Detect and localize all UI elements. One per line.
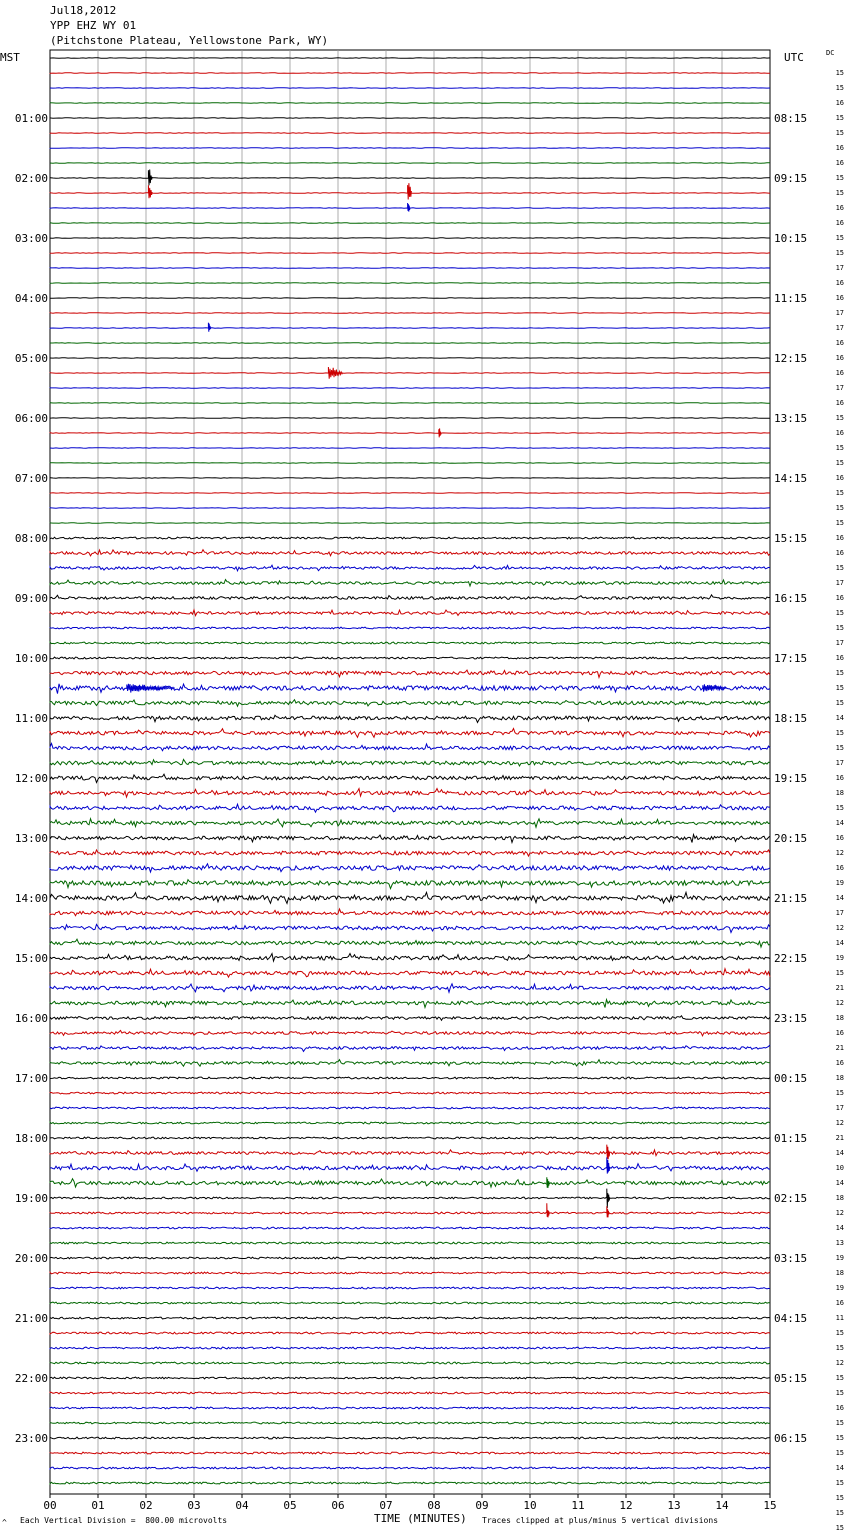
- seismic-trace: [50, 403, 770, 404]
- seismic-trace: [50, 238, 770, 239]
- mst-hour-label: 06:00: [14, 412, 48, 425]
- mst-hour-label: 02:00: [14, 172, 48, 185]
- seismic-trace: [50, 418, 770, 419]
- dc-offset-value: 17: [835, 1104, 844, 1112]
- mst-hour-label: 07:00: [14, 472, 48, 485]
- seismic-trace: [50, 819, 770, 828]
- dc-offset-value: 16: [835, 594, 844, 602]
- utc-hour-label: 22:15: [774, 952, 808, 965]
- seismic-event: [208, 323, 210, 332]
- seismic-trace: [50, 1227, 770, 1229]
- seismic-trace: [50, 463, 770, 464]
- dc-offset-value: 12: [835, 999, 844, 1007]
- dc-offset-value: 16: [835, 1059, 844, 1067]
- x-tick-label: 11: [571, 1499, 585, 1512]
- x-tick-label: 13: [667, 1499, 681, 1512]
- x-tick-label: 07: [379, 1499, 393, 1512]
- utc-hour-label: 13:15: [774, 412, 808, 425]
- seismic-trace: [50, 715, 770, 722]
- seismic-trace: [50, 1332, 770, 1334]
- x-tick-label: 05: [283, 1499, 297, 1512]
- dc-offset-value: 15: [835, 1329, 844, 1337]
- seismic-trace: [50, 1347, 770, 1349]
- seismic-event: [547, 1203, 549, 1217]
- seismic-event: [607, 1206, 609, 1217]
- dc-offset-value: 17: [835, 264, 844, 272]
- seismic-trace: [50, 1452, 770, 1454]
- seismic-trace: [50, 268, 770, 269]
- dc-offset-value: 15: [835, 969, 844, 977]
- dc-offset-value: 15: [835, 1089, 844, 1097]
- x-tick-label: 01: [91, 1499, 105, 1512]
- dc-offset-value: 17: [835, 909, 844, 917]
- dc-offset-value: 16: [835, 144, 844, 152]
- x-tick-label: 09: [475, 1499, 489, 1512]
- seismic-trace: [50, 343, 770, 344]
- seismic-trace: [50, 328, 770, 329]
- dc-offset-value: 21: [835, 1044, 844, 1052]
- seismic-trace: [50, 789, 770, 798]
- seismic-trace: [50, 744, 770, 751]
- seismic-trace: [50, 1016, 770, 1021]
- dc-offset-value: 16: [835, 399, 844, 407]
- seismic-trace: [50, 804, 770, 812]
- x-tick-label: 02: [139, 1499, 153, 1512]
- seismic-trace: [50, 1377, 770, 1379]
- mst-hour-label: 16:00: [14, 1012, 48, 1025]
- seismic-trace: [50, 493, 770, 494]
- dc-offset-value: 15: [835, 234, 844, 242]
- seismic-trace: [50, 984, 770, 993]
- dc-offset-value: 15: [835, 699, 844, 707]
- seismic-trace: [50, 729, 770, 738]
- seismic-trace: [50, 88, 770, 89]
- utc-hour-label: 01:15: [774, 1132, 808, 1145]
- utc-hour-label: 23:15: [774, 1012, 808, 1025]
- seismic-trace: [50, 313, 770, 314]
- dc-offset-value: 16: [835, 294, 844, 302]
- seismic-trace: [50, 148, 770, 149]
- dc-offset-value: 15: [835, 489, 844, 497]
- dc-offset-value: 15: [835, 804, 844, 812]
- dc-offset-value: 21: [835, 1134, 844, 1142]
- dc-offset-value: 15: [835, 249, 844, 257]
- seismic-trace: [50, 1407, 770, 1409]
- utc-hour-label: 04:15: [774, 1312, 808, 1325]
- seismic-event: [439, 428, 441, 437]
- dc-offset-value: 15: [835, 1344, 844, 1352]
- dc-offset-value: 17: [835, 759, 844, 767]
- dc-offset-value: 17: [835, 309, 844, 317]
- seismic-trace: [50, 580, 770, 586]
- dc-offset-value: 16: [835, 339, 844, 347]
- dc-offset-value: 16: [835, 549, 844, 557]
- seismic-trace: [50, 1164, 770, 1172]
- seismic-trace: [50, 657, 770, 659]
- dc-offset-value: 15: [835, 1449, 844, 1457]
- utc-hour-label: 20:15: [774, 832, 808, 845]
- utc-hour-label: 10:15: [774, 232, 808, 245]
- seismic-trace: [50, 969, 770, 977]
- mst-hour-label: 10:00: [14, 652, 48, 665]
- mst-hour-label: 17:00: [14, 1072, 48, 1085]
- seismic-trace: [50, 1482, 770, 1484]
- seismic-trace: [50, 1422, 770, 1424]
- seismic-trace: [50, 1179, 770, 1187]
- x-tick-label: 00: [43, 1499, 57, 1512]
- right-timezone-label: UTC: [784, 51, 804, 64]
- dc-offset-value: 15: [835, 609, 844, 617]
- seismic-trace: [50, 1242, 770, 1244]
- station-location: (Pitchstone Plateau, Yellowstone Park, WY): [50, 34, 329, 47]
- seismic-event: [408, 203, 410, 212]
- seismic-trace: [50, 1150, 770, 1156]
- dc-offset-value: 15: [835, 1524, 844, 1532]
- mst-hour-label: 03:00: [14, 232, 48, 245]
- dc-offset-value: 15: [835, 189, 844, 197]
- seismic-trace: [50, 759, 770, 766]
- utc-hour-label: 16:15: [774, 592, 808, 605]
- dc-offset-value: 17: [835, 384, 844, 392]
- dc-offset-value: 18: [835, 1014, 844, 1022]
- dc-offset-value: 15: [835, 564, 844, 572]
- utc-hour-label: 00:15: [774, 1072, 808, 1085]
- seismic-trace: [50, 1392, 770, 1394]
- dc-offset-value: 14: [835, 1179, 844, 1187]
- dc-offset-value: 14: [835, 939, 844, 947]
- seismic-trace: [50, 523, 770, 524]
- x-tick-label: 12: [619, 1499, 633, 1512]
- seismic-trace: [50, 550, 770, 556]
- utc-hour-label: 09:15: [774, 172, 808, 185]
- scale-note: Each Vertical Division = 800.00 microvolts: [20, 1516, 228, 1525]
- dc-offset-value: 15: [835, 1494, 844, 1502]
- dc-offset-value: 16: [835, 864, 844, 872]
- mst-hour-label: 04:00: [14, 292, 48, 305]
- seismic-trace: [50, 253, 770, 254]
- seismic-trace: [50, 1272, 770, 1274]
- dc-offset-value: 15: [835, 174, 844, 182]
- dc-offset-value: 15: [835, 444, 844, 452]
- dc-offset-value: 16: [835, 279, 844, 287]
- dc-offset-value: 15: [835, 1374, 844, 1382]
- dc-offset-value: 15: [835, 1389, 844, 1397]
- seismic-trace: [50, 1077, 770, 1079]
- seismic-trace: [50, 565, 770, 571]
- dc-offset-value: 18: [835, 1194, 844, 1202]
- x-tick-label: 15: [763, 1499, 777, 1512]
- seismic-trace: [50, 388, 770, 389]
- mst-hour-label: 20:00: [14, 1252, 48, 1265]
- dc-offset-value: 14: [835, 1464, 844, 1472]
- mst-hour-label: 09:00: [14, 592, 48, 605]
- dc-offset-value: 17: [835, 639, 844, 647]
- dc-offset-value: 14: [835, 1149, 844, 1157]
- dc-offset-value: 15: [835, 114, 844, 122]
- mst-hour-label: 14:00: [14, 892, 48, 905]
- seismic-trace: [50, 1122, 770, 1124]
- x-tick-label: 14: [715, 1499, 729, 1512]
- seismic-trace: [50, 1437, 770, 1439]
- mst-hour-label: 22:00: [14, 1372, 48, 1385]
- seismic-event: [148, 185, 152, 198]
- seismic-trace: [50, 58, 770, 59]
- utc-hour-label: 05:15: [774, 1372, 808, 1385]
- seismic-trace: [50, 373, 770, 374]
- seismic-trace: [50, 835, 770, 843]
- dc-offset-value: 16: [835, 654, 844, 662]
- mst-hour-label: 19:00: [14, 1192, 48, 1205]
- seismic-event: [607, 1145, 610, 1160]
- dc-offset-value: 13: [835, 1239, 844, 1247]
- utc-hour-label: 15:15: [774, 532, 808, 545]
- seismic-trace: [50, 642, 770, 644]
- seismic-trace: [50, 880, 770, 889]
- mst-hour-label: 21:00: [14, 1312, 48, 1325]
- dc-offset-value: 18: [835, 789, 844, 797]
- chart-date: Jul18,2012: [50, 4, 117, 17]
- x-tick-label: 08: [427, 1499, 441, 1512]
- dc-offset-value: 16: [835, 159, 844, 167]
- seismic-trace: [50, 1060, 770, 1067]
- seismic-trace: [50, 595, 770, 600]
- seismic-trace: [50, 178, 770, 179]
- seismic-trace: [50, 537, 770, 539]
- seismic-trace: [50, 1000, 770, 1008]
- seismic-trace: [50, 892, 770, 903]
- mst-hour-label: 23:00: [14, 1432, 48, 1445]
- mst-hour-label: 12:00: [14, 772, 48, 785]
- x-tick-label: 03: [187, 1499, 201, 1512]
- dc-offset-value: 16: [835, 354, 844, 362]
- seismic-trace: [50, 1212, 770, 1214]
- dc-offset-value: 15: [835, 519, 844, 527]
- dc-offset-value: 12: [835, 1359, 844, 1367]
- dc-offset-value: 15: [835, 129, 844, 137]
- seismic-event: [607, 1157, 610, 1173]
- mst-hour-label: 08:00: [14, 532, 48, 545]
- seismic-trace: [50, 1092, 770, 1094]
- utc-hour-label: 18:15: [774, 712, 808, 725]
- seismic-trace: [50, 283, 770, 284]
- seismic-trace: [50, 1197, 770, 1199]
- mst-hour-label: 01:00: [14, 112, 48, 125]
- utc-hour-label: 12:15: [774, 352, 808, 365]
- seismic-trace: [50, 1107, 770, 1109]
- utc-hour-label: 19:15: [774, 772, 808, 785]
- x-axis-title: TIME (MINUTES): [374, 1512, 467, 1525]
- dc-offset-value: 12: [835, 1209, 844, 1217]
- mst-hour-label: 11:00: [14, 712, 48, 725]
- seismic-trace: [50, 627, 770, 629]
- dc-offset-value: 14: [835, 894, 844, 902]
- utc-hour-label: 14:15: [774, 472, 808, 485]
- dc-offset-value: 15: [835, 1479, 844, 1487]
- dc-offset-value: 16: [835, 1404, 844, 1412]
- footer-mark: ^: [2, 1518, 7, 1527]
- seismic-trace: [50, 700, 770, 707]
- dc-offset-value: 14: [835, 819, 844, 827]
- plot-frame: [50, 50, 770, 1494]
- dc-offset-value: 19: [835, 1284, 844, 1292]
- seismic-trace: [50, 774, 770, 782]
- dc-offset-value: 15: [835, 504, 844, 512]
- seismic-trace: [50, 610, 770, 616]
- seismic-event: [148, 170, 152, 186]
- seismic-trace: [50, 1317, 770, 1319]
- seismic-trace: [50, 118, 770, 119]
- utc-hour-label: 21:15: [774, 892, 808, 905]
- seismic-trace: [50, 358, 770, 359]
- utc-hour-label: 02:15: [774, 1192, 808, 1205]
- dc-offset-header: DC: [826, 49, 835, 57]
- seismic-trace: [50, 433, 770, 434]
- dc-offset-value: 12: [835, 1119, 844, 1127]
- utc-hour-label: 06:15: [774, 1432, 808, 1445]
- dc-offset-value: 15: [835, 84, 844, 92]
- seismic-trace: [50, 1257, 770, 1259]
- seismic-trace: [50, 939, 770, 947]
- utc-hour-label: 17:15: [774, 652, 808, 665]
- x-tick-label: 04: [235, 1499, 249, 1512]
- mst-hour-label: 18:00: [14, 1132, 48, 1145]
- mst-hour-label: 13:00: [14, 832, 48, 845]
- seismic-trace: [50, 508, 770, 509]
- dc-offset-value: 14: [835, 1224, 844, 1232]
- seismic-trace: [50, 73, 770, 74]
- seismic-trace: [50, 163, 770, 164]
- station-code: YPP EHZ WY 01: [50, 19, 137, 32]
- dc-offset-value: 17: [835, 324, 844, 332]
- utc-hour-label: 11:15: [774, 292, 808, 305]
- seismic-trace: [50, 1302, 770, 1304]
- dc-offset-value: 15: [835, 1434, 844, 1442]
- dc-offset-value: 14: [835, 714, 844, 722]
- seismic-trace: [50, 864, 770, 872]
- seismic-trace: [50, 1467, 770, 1469]
- dc-offset-value: 12: [835, 849, 844, 857]
- x-tick-label: 06: [331, 1499, 345, 1512]
- dc-offset-value: 15: [835, 744, 844, 752]
- seismic-trace: [50, 298, 770, 299]
- dc-offset-value: 15: [835, 69, 844, 77]
- seismic-trace: [50, 1362, 770, 1364]
- clip-note: Traces clipped at plus/minus 5 vertical divisions: [482, 1516, 719, 1525]
- utc-hour-label: 08:15: [774, 112, 808, 125]
- seismic-trace: [50, 448, 770, 449]
- seismic-trace: [50, 909, 770, 916]
- mst-hour-label: 15:00: [14, 952, 48, 965]
- dc-offset-value: 16: [835, 99, 844, 107]
- dc-offset-value: 15: [835, 669, 844, 677]
- seismic-trace: [50, 924, 770, 932]
- dc-offset-value: 16: [835, 219, 844, 227]
- dc-offset-value: 12: [835, 924, 844, 932]
- dc-offset-value: 19: [835, 1254, 844, 1262]
- seismic-event: [607, 1189, 610, 1208]
- dc-offset-value: 15: [835, 459, 844, 467]
- dc-offset-value: 16: [835, 369, 844, 377]
- seismic-trace: [50, 954, 770, 962]
- dc-offset-value: 19: [835, 879, 844, 887]
- dc-offset-value: 17: [835, 579, 844, 587]
- dc-offset-value: 10: [835, 1164, 844, 1172]
- dc-offset-value: 15: [835, 684, 844, 692]
- seismic-event: [547, 1177, 549, 1188]
- dc-offset-value: 16: [835, 474, 844, 482]
- dc-offset-value: 15: [835, 1419, 844, 1427]
- dc-offset-value: 16: [835, 204, 844, 212]
- seismic-trace: [50, 478, 770, 479]
- seismic-event: [328, 367, 342, 379]
- dc-offset-value: 16: [835, 774, 844, 782]
- dc-offset-value: 18: [835, 1269, 844, 1277]
- dc-offset-value: 16: [835, 1029, 844, 1037]
- dc-offset-value: 15: [835, 624, 844, 632]
- seismic-trace: [50, 103, 770, 104]
- seismic-trace: [50, 133, 770, 134]
- dc-offset-value: 16: [835, 429, 844, 437]
- dc-offset-value: 18: [835, 1074, 844, 1082]
- dc-offset-value: 15: [835, 414, 844, 422]
- left-timezone-label: MST: [0, 51, 20, 64]
- dc-offset-value: 16: [835, 1299, 844, 1307]
- dc-offset-value: 16: [835, 834, 844, 842]
- mst-hour-label: 05:00: [14, 352, 48, 365]
- dc-offset-value: 11: [835, 1314, 844, 1322]
- seismic-trace: [50, 670, 770, 677]
- seismic-trace: [50, 1031, 770, 1036]
- utc-hour-label: 03:15: [774, 1252, 808, 1265]
- dc-offset-value: 16: [835, 534, 844, 542]
- dc-offset-value: 19: [835, 954, 844, 962]
- seismic-trace: [50, 223, 770, 224]
- seismic-trace: [50, 1137, 770, 1139]
- dc-offset-value: 15: [835, 1509, 844, 1517]
- x-tick-label: 10: [523, 1499, 537, 1512]
- seismic-trace: [50, 850, 770, 856]
- seismic-trace: [50, 1045, 770, 1052]
- dc-offset-value: 21: [835, 984, 844, 992]
- dc-offset-value: 15: [835, 729, 844, 737]
- seismic-trace: [50, 1287, 770, 1289]
- seismic-event: [408, 183, 412, 199]
